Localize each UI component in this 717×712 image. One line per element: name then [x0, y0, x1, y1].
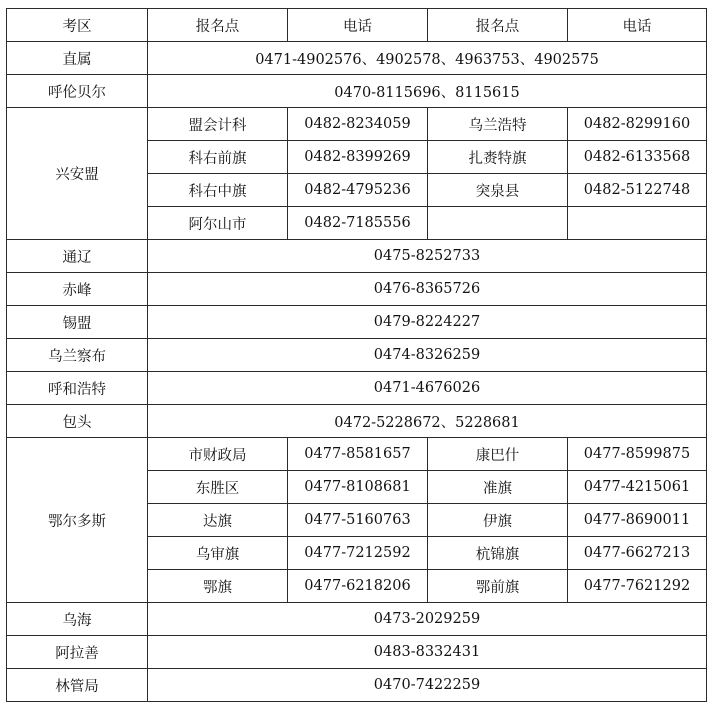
registration-point-cell: 达旗 [148, 504, 288, 537]
table-row [7, 405, 707, 438]
phone-cell: 0482-7185556 [288, 207, 428, 240]
area-cell: 直属 [7, 42, 148, 75]
area-cell: 乌兰察布 [7, 339, 148, 372]
table-row [7, 306, 707, 339]
table-row [7, 42, 707, 75]
area-cell: 兴安盟 [7, 108, 148, 240]
area-cell: 呼和浩特 [7, 372, 148, 405]
phone-cell: 0477-6218206 [288, 570, 428, 603]
contact-table [6, 8, 707, 702]
header-area: 考区 [7, 9, 148, 42]
table-row [7, 438, 707, 471]
phone-cell: 0471-4676026 [148, 372, 707, 405]
header-registration-point: 报名点 [148, 9, 288, 42]
table-row [7, 339, 707, 372]
phone-cell: 0473-2029259 [148, 603, 707, 636]
phone-cell: 0476-8365726 [148, 273, 707, 306]
phone-cell: 0477-5160763 [288, 504, 428, 537]
header-registration-point: 报名点 [428, 9, 568, 42]
phone-cell: 0477-4215061 [568, 471, 707, 504]
registration-point-cell: 科右前旗 [148, 141, 288, 174]
area-cell: 赤峰 [7, 273, 148, 306]
phone-cell: 0477-7621292 [568, 570, 707, 603]
header-phone: 电话 [288, 9, 428, 42]
registration-point-cell: 市财政局 [148, 438, 288, 471]
phone-cell: 0474-8326259 [148, 339, 707, 372]
registration-point-cell: 伊旗 [428, 504, 568, 537]
phone-cell: 0482-4795236 [288, 174, 428, 207]
table-row [7, 669, 707, 702]
registration-point-cell: 乌兰浩特 [428, 108, 568, 141]
table-row [7, 273, 707, 306]
table-row [7, 372, 707, 405]
phone-cell: 0482-8399269 [288, 141, 428, 174]
table-row [7, 240, 707, 273]
header-row [7, 9, 707, 42]
phone-cell: 0482-5122748 [568, 174, 707, 207]
registration-point-cell: 科右中旗 [148, 174, 288, 207]
phone-cell: 0471-4902576、4902578、4963753、4902575 [148, 42, 707, 75]
header-phone: 电话 [568, 9, 707, 42]
phone-cell: 0477-8599875 [568, 438, 707, 471]
phone-cell: 0483-8332431 [148, 636, 707, 669]
area-cell: 通辽 [7, 240, 148, 273]
phone-cell: 0477-6627213 [568, 537, 707, 570]
registration-point-cell: 杭锦旗 [428, 537, 568, 570]
registration-point-cell: 阿尔山市 [148, 207, 288, 240]
phone-cell: 0477-8108681 [288, 471, 428, 504]
registration-point-cell: 康巴什 [428, 438, 568, 471]
phone-cell: 0482-8234059 [288, 108, 428, 141]
phone-cell: 0472-5228672、5228681 [148, 405, 707, 438]
table-row [7, 636, 707, 669]
area-cell: 鄂尔多斯 [7, 438, 148, 603]
registration-point-cell: 东胜区 [148, 471, 288, 504]
area-cell: 阿拉善 [7, 636, 148, 669]
phone-cell: 0470-8115696、8115615 [148, 75, 707, 108]
registration-point-cell: 盟会计科 [148, 108, 288, 141]
phone-cell: 0477-7212592 [288, 537, 428, 570]
table-row [7, 603, 707, 636]
registration-point-cell: 准旗 [428, 471, 568, 504]
area-cell: 锡盟 [7, 306, 148, 339]
area-cell: 林管局 [7, 669, 148, 702]
phone-cell: 0470-7422259 [148, 669, 707, 702]
empty-cell [568, 207, 707, 240]
registration-point-cell: 突泉县 [428, 174, 568, 207]
registration-point-cell: 乌审旗 [148, 537, 288, 570]
registration-point-cell: 扎赉特旗 [428, 141, 568, 174]
phone-cell: 0482-6133568 [568, 141, 707, 174]
table-row [7, 75, 707, 108]
registration-point-cell: 鄂前旗 [428, 570, 568, 603]
empty-cell [428, 207, 568, 240]
registration-point-cell: 鄂旗 [148, 570, 288, 603]
area-cell: 乌海 [7, 603, 148, 636]
table-row [7, 108, 707, 141]
area-cell: 包头 [7, 405, 148, 438]
phone-cell: 0477-8690011 [568, 504, 707, 537]
phone-cell: 0477-8581657 [288, 438, 428, 471]
phone-cell: 0482-8299160 [568, 108, 707, 141]
area-cell: 呼伦贝尔 [7, 75, 148, 108]
phone-cell: 0479-8224227 [148, 306, 707, 339]
phone-cell: 0475-8252733 [148, 240, 707, 273]
